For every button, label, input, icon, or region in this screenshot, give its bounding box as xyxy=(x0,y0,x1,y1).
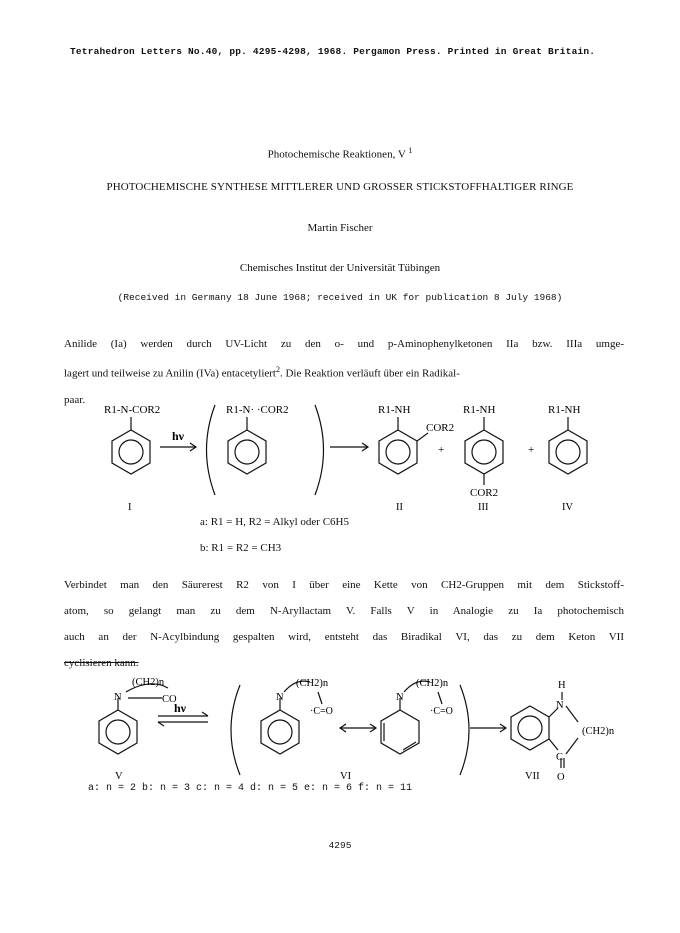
reaction-scheme-1 xyxy=(0,395,680,515)
product-III-amine: R1-NH xyxy=(463,404,496,416)
radical-pair-group: R1-N· ·COR2 xyxy=(226,404,289,416)
vi-a-chain: (CH2)n xyxy=(296,678,329,689)
label-V: V xyxy=(115,771,123,782)
journal-header: Tetrahedron Letters No.40, pp. 4295-4298, 1968. Pergamon Press. Printed in Great Britain. xyxy=(70,46,596,57)
series-ref: 1 xyxy=(408,146,413,155)
plus-2: + xyxy=(528,444,535,456)
para2-line3: auch an der N-Acylbindung gespalten wird, entsteht das Biradikal VI, das zu dem Keton VII xyxy=(64,631,624,643)
label-I: I xyxy=(128,502,132,513)
v-chain: (CH2)n xyxy=(132,677,165,688)
product-III-ketone: COR2 xyxy=(470,487,499,499)
bracket-right-2 xyxy=(460,685,469,775)
para2-line4: cyclisieren kann. xyxy=(64,657,139,669)
bracket-left xyxy=(207,405,216,495)
reaction-scheme-2 xyxy=(0,670,680,782)
v-nitrogen: N xyxy=(114,692,122,703)
para2-line2: atom, so gelangt man zu dem N-Aryllactam V. Falls V in Analogie zu Ia photochemisch xyxy=(64,605,624,617)
product-II-amine: R1-NH xyxy=(378,404,411,416)
vi-b-chain: (CH2)n xyxy=(416,678,449,689)
benzene-ring-III xyxy=(465,430,503,474)
series-text: Photochemische Reaktionen, V xyxy=(267,148,406,161)
benzene-ring-VII xyxy=(511,706,549,750)
para1-line1: Anilide (Ia) werden durch UV-Licht zu den o- und p-Aminophenylketonen IIa bzw. IIIa umge- xyxy=(64,338,624,350)
received-line: (Received in Germany 18 June 1968; received in UK for publication 8 July 1968) xyxy=(117,292,563,303)
vi-a-acyl: ·C=O xyxy=(310,706,333,717)
benzene-ring-VI-a xyxy=(261,710,299,754)
benzene-ring-V xyxy=(99,710,137,754)
bracket-right xyxy=(315,405,324,495)
vii-carbon: C xyxy=(556,752,564,763)
hv-label-1: hν xyxy=(172,429,185,443)
benzene-ring-I xyxy=(112,430,150,474)
institution: Chemisches Institut der Universität Tübingen xyxy=(239,262,441,274)
note-a: a: R1 = H, R2 = Alkyl oder C6H5 xyxy=(200,516,349,528)
author-name: Martin Fischer xyxy=(307,222,373,234)
product-IV-amine: R1-NH xyxy=(548,404,581,416)
vii-oxygen: O xyxy=(557,772,565,782)
v-carbonyl: CO xyxy=(162,694,177,705)
para1-ref: 2 xyxy=(275,365,280,374)
para1-line2-a: lagert und teilweise zu Anilin (IVa) entacetyliert xyxy=(64,367,276,380)
n-values-list: a: n = 2 b: n = 3 c: n = 4 d: n = 5 e: n = 6 f: n = 11 xyxy=(88,783,413,794)
para1-line2 xyxy=(64,357,624,387)
label-VII: VII xyxy=(525,771,540,782)
vii-hydrogen: H xyxy=(558,680,566,691)
plus-1: + xyxy=(438,444,445,456)
note-b: b: R1 = R2 = CH3 xyxy=(200,542,282,554)
label-IV: IV xyxy=(562,502,574,513)
hv-label-2: hν xyxy=(174,701,187,715)
bracket-left-2 xyxy=(231,685,240,775)
vii-nitrogen: N xyxy=(556,700,564,711)
para1-line3: paar. xyxy=(64,393,86,406)
benzene-ring-IV xyxy=(549,430,587,474)
para1-line2-b: . Die Reaktion verläuft über ein Radikal- xyxy=(279,367,460,380)
label-VI: VI xyxy=(340,771,352,782)
para2-line1: Verbindet man den Säurerest R2 von I über eine Kette von CH2-Gruppen mit dem Stickstoff- xyxy=(64,579,624,591)
vi-a-nitrogen: N xyxy=(276,692,284,703)
label-II: II xyxy=(396,502,403,513)
label-III: III xyxy=(478,502,489,513)
benzene-ring-radical xyxy=(228,430,266,474)
vii-chain: (CH2)n xyxy=(582,726,615,737)
reactant-I-group: R1-N-COR2 xyxy=(104,404,161,416)
page-number: 4295 xyxy=(328,840,352,851)
vi-b-nitrogen: N xyxy=(396,692,404,703)
benzene-ring-II xyxy=(379,430,417,474)
paragraph-2 xyxy=(64,572,624,676)
article-title: PHOTOCHEMISCHE SYNTHESE MITTLERER UND GROSSER STICKSTOFFHALTIGER RINGE xyxy=(106,181,574,193)
vi-b-acyl: ·C=O xyxy=(430,706,453,717)
benzene-ring-VI-b xyxy=(381,710,419,754)
product-II-ketone: COR2 xyxy=(426,422,455,434)
series-title xyxy=(0,146,680,161)
